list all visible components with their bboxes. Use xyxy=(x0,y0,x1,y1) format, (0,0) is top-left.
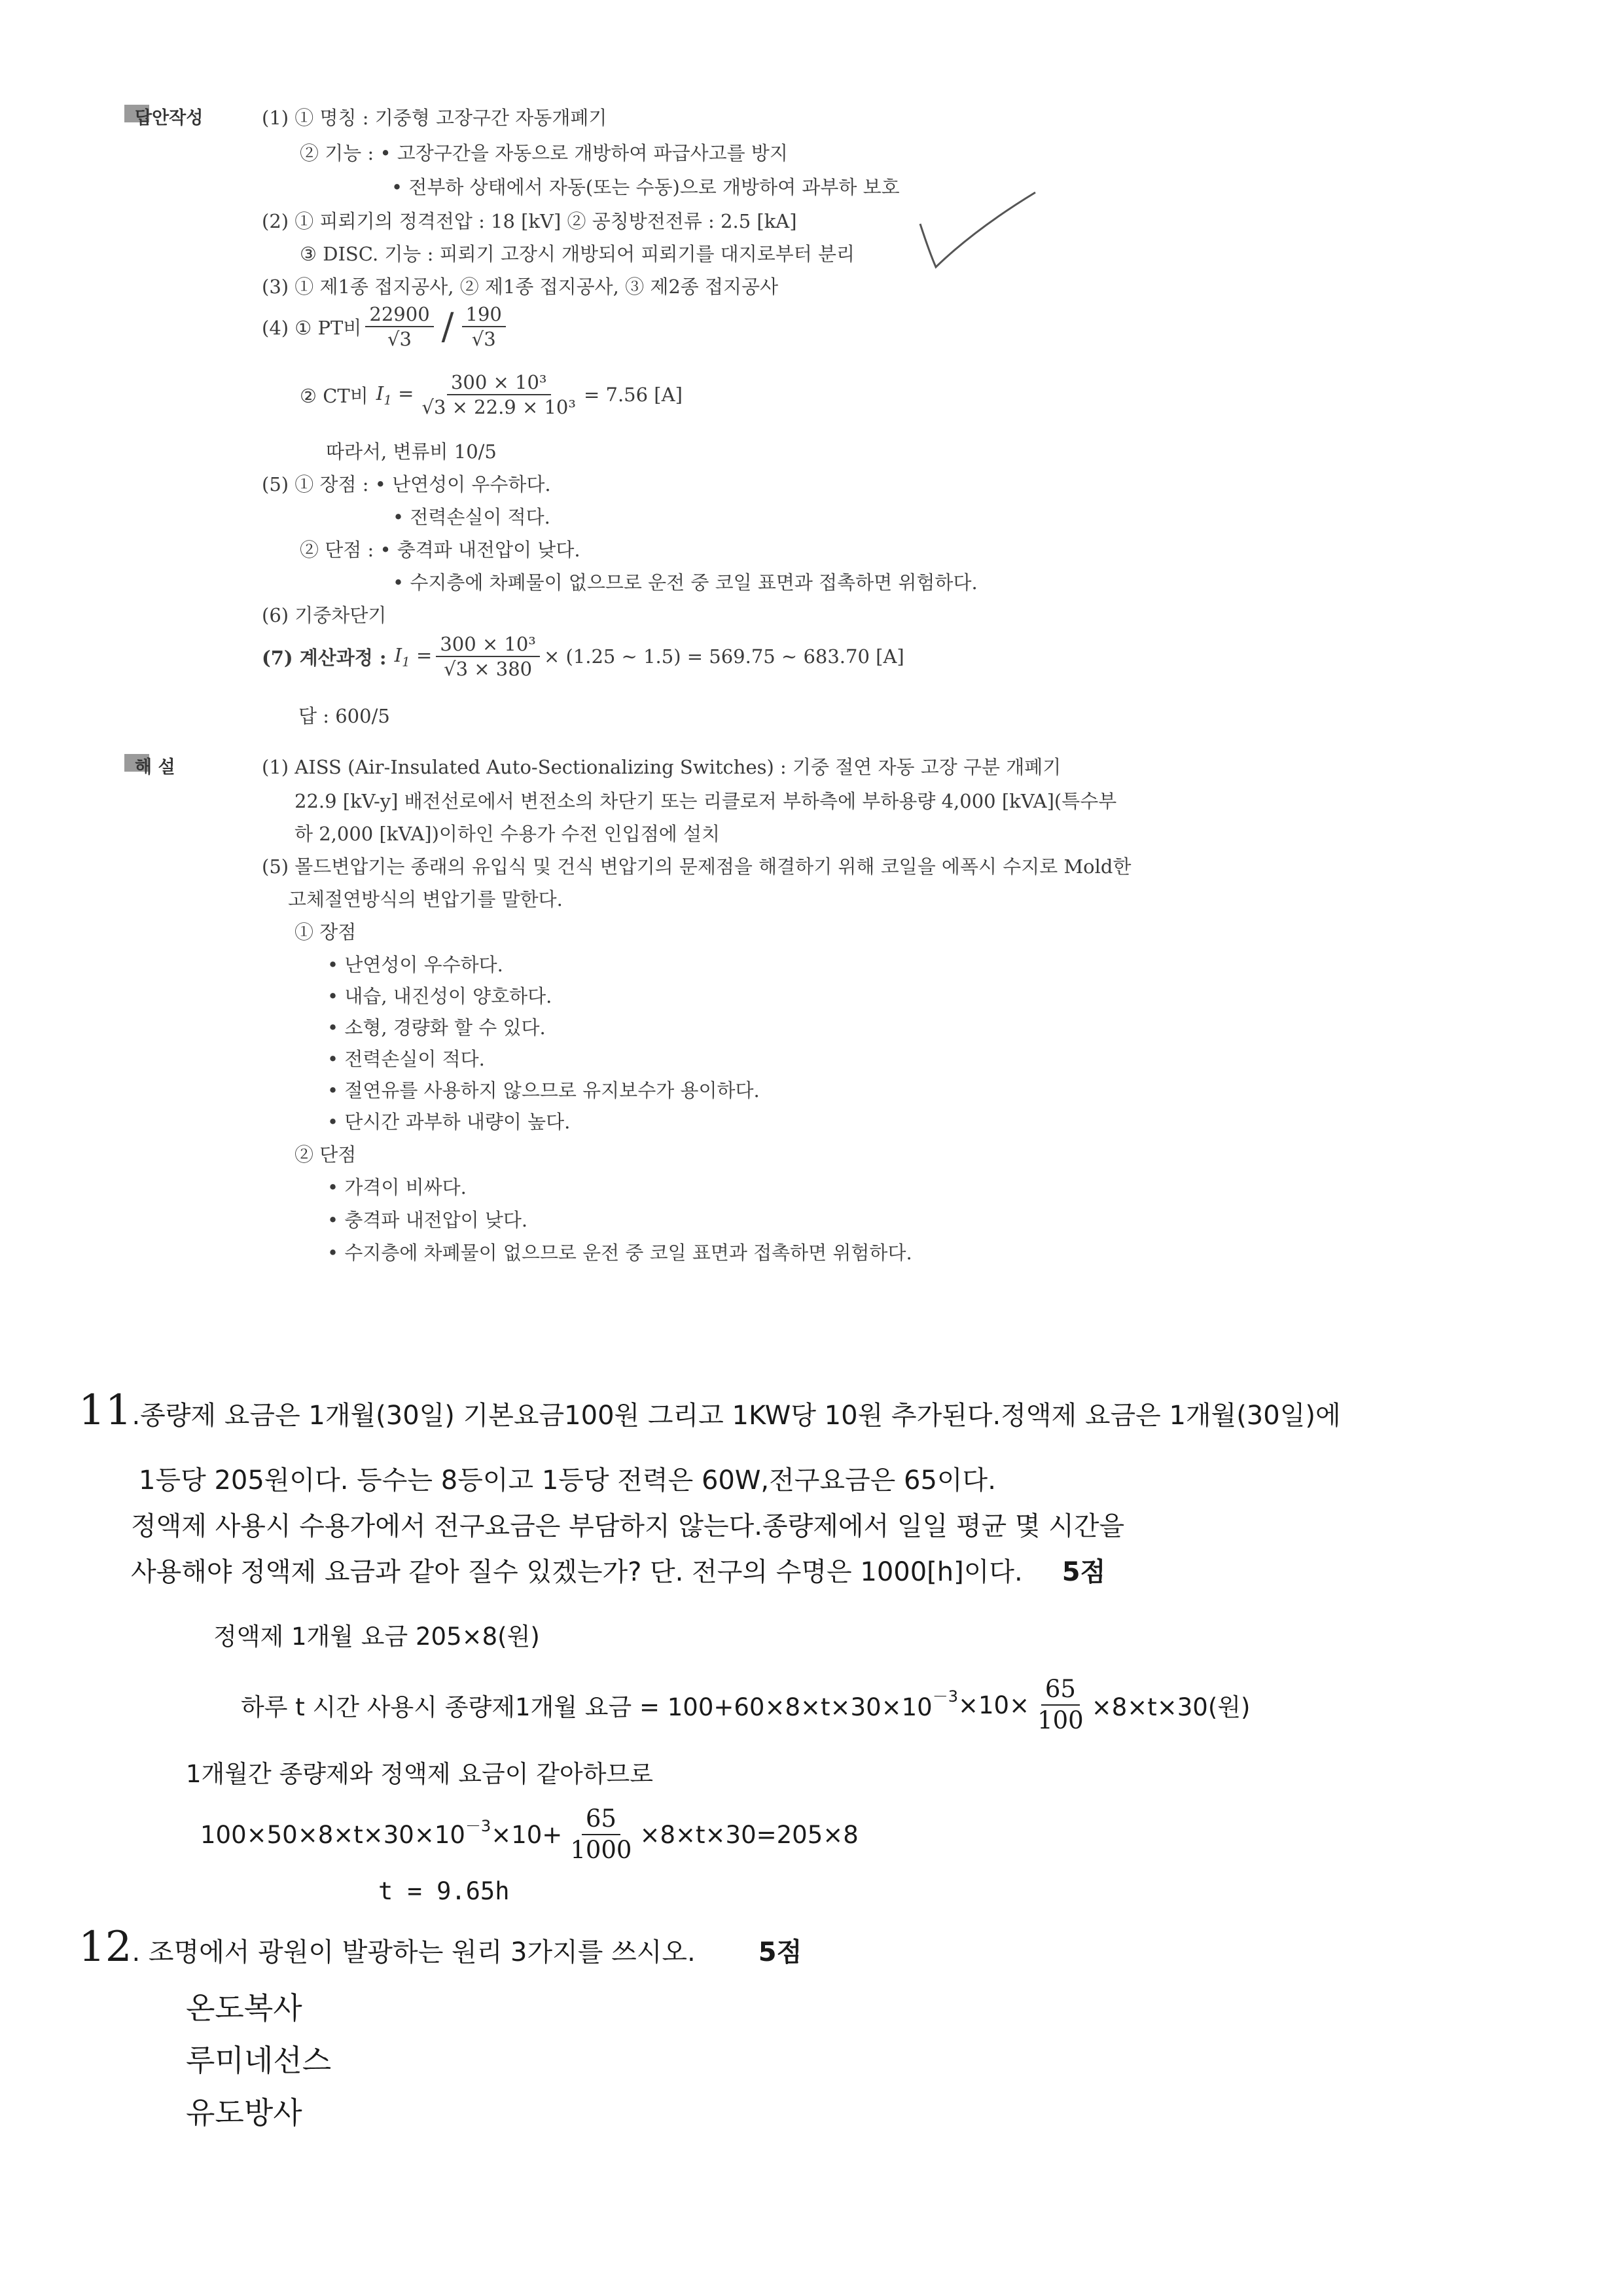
solution-fraction: $\frac{65}{100}$ xyxy=(1037,1675,1084,1735)
answer-line: 답 : 600/5 xyxy=(298,705,390,727)
ct-ratio-label: ② CT비 xyxy=(300,384,368,407)
question-text: 사용해야 정액제 요금과 같아 질수 있겠는가? 단. 전구의 수명은 1000[h]이다. xyxy=(131,1557,1023,1587)
checkmark-icon xyxy=(916,190,1041,275)
answer-item: 유도방사 xyxy=(186,2095,302,2130)
commentary-line: ② 단점 xyxy=(294,1143,357,1166)
question-text: 정액제 사용시 수용가에서 전구요금은 부담하지 않는다.종량제에서 일일 평균 몇 시간을 xyxy=(131,1511,1125,1541)
commentary-line: ① 장점 xyxy=(294,921,357,943)
question-text-last-row xyxy=(131,1551,1105,1588)
commentary-line: • 내습, 내진성이 양호하다. xyxy=(327,985,552,1007)
commentary-line: 하 2,000 [kVA])이하인 수용가 수전 인입점에 설치 xyxy=(294,823,720,845)
question-text: 1등당 205원이다. 등수는 8등이고 1등당 전력은 60W,전구요금은 65이다. xyxy=(139,1465,996,1496)
commentary-line: • 난연성이 우수하다. xyxy=(327,954,503,976)
calc-label: (7) 계산과정 : xyxy=(262,646,387,669)
answer-line: ③ DISC. 기능 : 피뢰기 고장시 개방되어 피뢰기를 대지로부터 분리 xyxy=(300,243,855,265)
solution-line: 정액제 1개월 요금 205×8(원) xyxy=(213,1623,540,1651)
solution-result: t = 9.65h xyxy=(378,1877,510,1905)
commentary-tag: 해 설 xyxy=(135,757,175,778)
question-text: .종량제 요금은 1개월(30일) 기본요금100원 그리고 1KW당 10원 추가된다.정액제 요금은 1개월(30일)에 xyxy=(132,1401,1341,1431)
calc-line: (7) 계산과정 : $I_1$ = $\frac{\text{300 × 10³}}{√3 \times 380}$ × (1.25 ~ 1.5) = 569.75 ~ 683.70 [A] xyxy=(262,633,904,681)
answer-line: (2) ① 피뢰기의 정격전압 : 18 [kV] ② 공칭방전전류 : 2.5 [kA] xyxy=(262,210,797,232)
commentary-line: 고체절연방식의 변압기를 말한다. xyxy=(288,888,563,910)
commentary-line: • 충격파 내전압이 낮다. xyxy=(327,1209,528,1231)
commentary-line: • 소형, 경량화 할 수 있다. xyxy=(327,1016,546,1039)
answer-line: (6) 기중차단기 xyxy=(262,604,387,626)
pt-fraction-primary: $\frac{22900}{√3}$ xyxy=(365,302,433,351)
answer-item: 온도복사 xyxy=(186,1990,302,2026)
answer-tag: 답안작성 xyxy=(135,108,204,128)
ct-fraction: $\frac{\text{300 × 10³}}{\text{√3 × 22.9 × 10³}}$ xyxy=(421,371,576,419)
pt-ratio-line: (4) ① PT비 $\frac{22900}{√3}$ / $\frac{190}{√3}$ xyxy=(262,302,510,351)
ct-ratio-line: ② CT비 $I_1$ = $\frac{\text{300 × 10³}}{\text{√3 × 22.9 × 10³}}$ = 7.56 [A] xyxy=(300,371,683,419)
answer-line: ② 기능 : • 고장구간을 자동으로 개방하여 파급사고를 방지 xyxy=(300,142,788,164)
commentary-line: (1) AISS (Air-Insulated Auto-Sectionalizing Switches) : 기중 절연 자동 고장 구분 개폐기 xyxy=(262,756,1061,778)
answer-line: • 수지층에 차폐물이 없으므로 운전 중 코일 표면과 접촉하면 위험하다. xyxy=(393,571,978,594)
commentary-line: • 가격이 비싸다. xyxy=(327,1176,467,1198)
points-badge: 5점 xyxy=(758,1937,802,1967)
commentary-line: • 단시간 과부하 내량이 높다. xyxy=(327,1111,571,1133)
calc-fraction: $\frac{\text{300 × 10³}}{√3 \times 380}$ xyxy=(436,632,540,681)
commentary-line: 22.9 [kV-y] 배전선로에서 변전소의 차단기 또는 리클로저 부하측에 부하용량 4,000 [kVA](특수부 xyxy=(294,790,1117,812)
commentary-line: • 절연유를 사용하지 않으므로 유지보수가 용이하다. xyxy=(327,1079,760,1102)
question-number: 12 xyxy=(79,1923,132,1971)
answer-line: (3) ① 제1종 접지공사, ② 제1종 접지공사, ③ 제2종 접지공사 xyxy=(262,276,779,298)
commentary-line: • 전력손실이 적다. xyxy=(327,1048,485,1070)
solution-line: 1개월간 종량제와 정액제 요금이 같아하므로 xyxy=(186,1760,653,1788)
pt-fraction-secondary: $\frac{190}{√3}$ xyxy=(462,302,506,351)
question-text: . 조명에서 광원이 발광하는 원리 3가지를 쓰시오. xyxy=(132,1937,696,1967)
question-number: 11 xyxy=(79,1386,132,1435)
solution-fraction: $\frac{65}{1000}$ xyxy=(570,1804,632,1865)
calc-result: × (1.25 ~ 1.5) = 569.75 ~ 683.70 [A] xyxy=(543,645,904,668)
commentary-line: (5) 몰드변압기는 종래의 유입식 및 건식 변압기의 문제점을 해결하기 위해 코일을 에폭시 수지로 Mold한 xyxy=(262,855,1132,878)
answer-item: 루미네선스 xyxy=(186,2043,332,2078)
answer-line: • 전력손실이 적다. xyxy=(393,506,550,528)
solution-equation-2: 100×50×8×t×30×10 －3 ×10+ $\frac{65}{1000}$ ×8×t×30=205×8 xyxy=(200,1804,859,1866)
answer-line: • 전부하 상태에서 자동(또는 수동)으로 개방하여 과부하 보호 xyxy=(391,176,900,198)
answer-line: (1) ① 명칭 : 기중형 고장구간 자동개폐기 xyxy=(262,107,607,129)
answer-line: ② 단점 : • 충격파 내전압이 낮다. xyxy=(300,539,580,561)
answer-line: 따라서, 변류비 10/5 xyxy=(326,440,497,463)
solution-equation-1: 하루 t 시간 사용시 종량제1개월 요금 = 100+60×8×t×30×10 －3 ×10× $\frac{65}{100}$ ×8×t×30(원) xyxy=(241,1674,1250,1736)
question-11-text-row xyxy=(79,1386,1341,1435)
ct-result: = 7.56 [A] xyxy=(584,384,683,406)
pt-ratio-label: (4) ① PT비 xyxy=(262,316,362,339)
question-12-text-row xyxy=(79,1923,802,1971)
commentary-line: • 수지층에 차폐물이 없으므로 운전 중 코일 표면과 접촉하면 위험하다. xyxy=(327,1242,912,1264)
answer-line: (5) ① 장점 : • 난연성이 우수하다. xyxy=(262,473,551,495)
points-badge: 5점 xyxy=(1061,1557,1106,1587)
